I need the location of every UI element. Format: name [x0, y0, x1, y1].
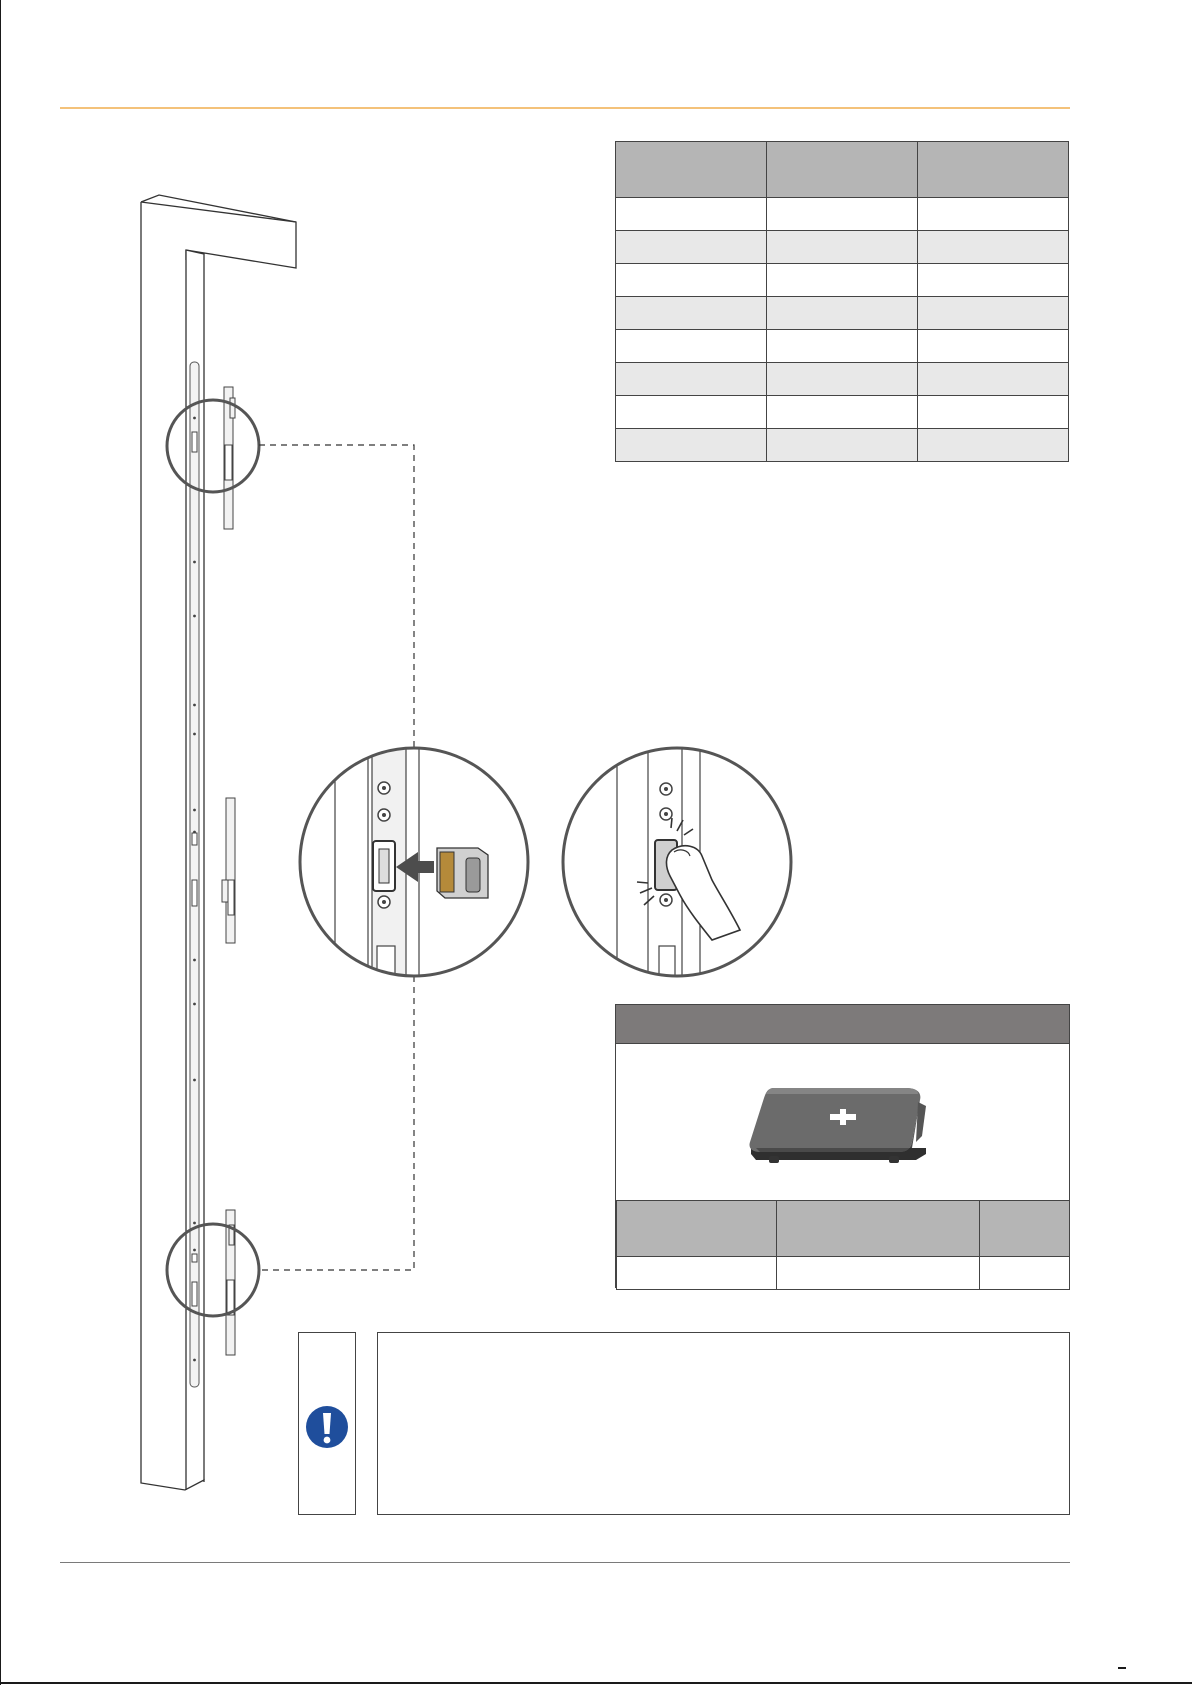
part-header-3: [980, 1201, 1070, 1257]
table-cell: [767, 396, 918, 429]
table-cell: [767, 330, 918, 363]
table-cell: [616, 429, 767, 462]
table-cell: [767, 264, 918, 297]
table-row: [616, 429, 1069, 462]
table-row: [616, 363, 1069, 396]
table-row: [616, 396, 1069, 429]
part-image: [616, 1044, 1069, 1200]
table-row: [616, 330, 1069, 363]
table-cell: [918, 264, 1069, 297]
table-cell: [767, 429, 918, 462]
table-cell: [767, 297, 918, 330]
table-cell: [616, 330, 767, 363]
table-row: [616, 198, 1069, 231]
note-text-box: [377, 1332, 1070, 1515]
keeper-top: [224, 387, 235, 529]
table-cell: [918, 231, 1069, 264]
table-cell: [777, 1257, 980, 1290]
table-cell: [980, 1257, 1070, 1290]
keeper-cover-cap-icon: [616, 1044, 1069, 1200]
table-cell: [918, 297, 1069, 330]
table-cell: [918, 330, 1069, 363]
table-cell: [616, 396, 767, 429]
part-header-1: [617, 1201, 777, 1257]
table-cell: [617, 1257, 777, 1290]
table-cell: [616, 264, 767, 297]
table-cell: [767, 363, 918, 396]
table-cell: [616, 363, 767, 396]
lock-rail: [190, 362, 199, 1387]
keeper-middle: [222, 798, 235, 943]
table-cell: [767, 231, 918, 264]
table-row: [617, 1257, 1070, 1290]
table-row: [616, 264, 1069, 297]
keeper-bottom: [226, 1210, 235, 1355]
table-row: [616, 297, 1069, 330]
table-cell: [918, 396, 1069, 429]
part-table: [616, 1200, 1070, 1290]
exclamation-icon: [299, 1333, 355, 1514]
table-cell: [918, 198, 1069, 231]
spec-header-1: [616, 142, 767, 198]
spec-table: [615, 141, 1069, 462]
table-row: [616, 231, 1069, 264]
table-cell: [918, 429, 1069, 462]
frame-top: [141, 195, 296, 268]
detail-circle-top: [167, 400, 259, 492]
part-box-header: [616, 1005, 1069, 1044]
table-cell: [918, 363, 1069, 396]
table-cell: [616, 198, 767, 231]
spec-header-2: [767, 142, 918, 198]
note-icon-box: [298, 1332, 356, 1515]
table-cell: [616, 231, 767, 264]
table-cell: [767, 198, 918, 231]
spec-header-3: [918, 142, 1069, 198]
part-box: [615, 1004, 1070, 1288]
part-header-2: [777, 1201, 980, 1257]
table-cell: [616, 297, 767, 330]
